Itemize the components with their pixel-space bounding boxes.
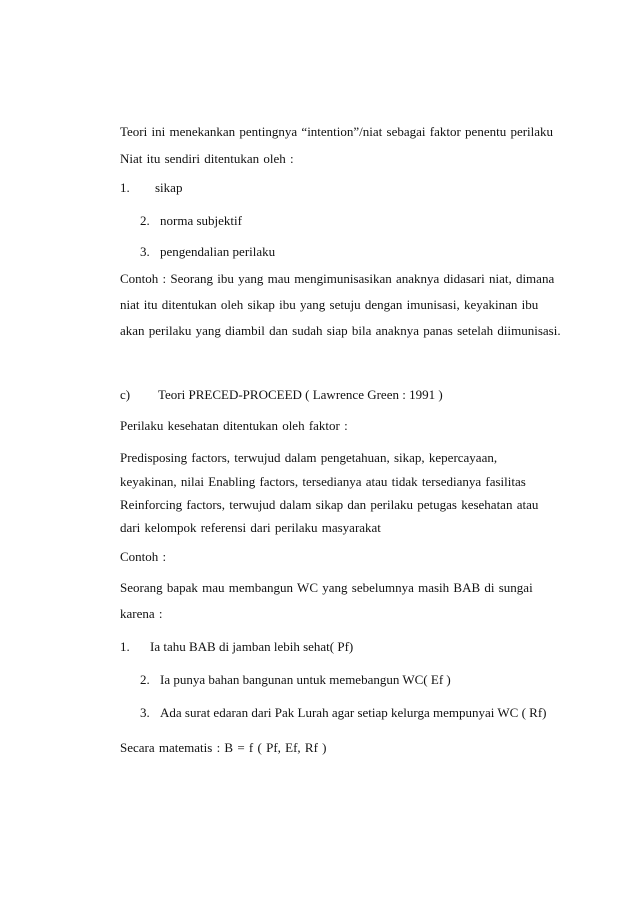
paragraph-line: Reinforcing factors, terwujud dalam sikap dan perilaku petugas kesehatan atau [120, 497, 539, 512]
paragraph-line: Contoh : Seorang ibu yang mau mengimunisasikan anaknya didasari niat, dimana [120, 271, 555, 286]
paragraph-line: keyakinan, nilai Enabling factors, tersedianya atau tidak tersedianya fasilitas [120, 474, 526, 489]
list-item-text: pengendalian perilaku [160, 244, 276, 259]
section-title: Teori PRECED-PROCEED ( Lawrence Green : 1991 ) [158, 387, 443, 402]
paragraph-line: dari kelompok referensi dari perilaku masyarakat [120, 520, 381, 535]
paragraph-line: karena : [120, 606, 163, 621]
list-item-text: norma subjektif [160, 213, 242, 228]
paragraph-line: Secara matematis : B = f ( Pf, Ef, Rf ) [120, 740, 327, 755]
list-item-text: Ia punya bahan bangunan untuk memebangun WC( Ef ) [160, 672, 451, 687]
list-number: 3. [140, 244, 150, 259]
paragraph-line: niat itu ditentukan oleh sikap ibu yang setuju dengan imunisasi, keyakinan ibu [120, 297, 539, 312]
paragraph-line: Contoh : [120, 549, 167, 564]
paragraph-line: Niat itu sendiri ditentukan oleh : [120, 151, 294, 166]
list-number: 1. [120, 180, 130, 195]
list-number: 3. [140, 705, 150, 720]
paragraph-line: Seorang bapak mau membangun WC yang sebelumnya masih BAB di sungai [120, 580, 533, 595]
list-number: 2. [140, 672, 150, 687]
list-number: 2. [140, 213, 150, 228]
list-item-text: Ia tahu BAB di jamban lebih sehat( Pf) [150, 639, 354, 654]
paragraph-line: Predisposing factors, terwujud dalam pengetahuan, sikap, kepercayaan, [120, 450, 498, 465]
list-item-text: sikap [155, 180, 183, 195]
paragraph-line: akan perilaku yang diambil dan sudah siap bila anaknya panas setelah diimunisasi. [120, 323, 561, 338]
section-marker: c) [120, 387, 131, 402]
paragraph-line: Teori ini menekankan pentingnya “intention”/niat sebagai faktor penentu perilaku [120, 124, 554, 139]
paragraph-line: Perilaku kesehatan ditentukan oleh faktor : [120, 418, 348, 433]
list-item-text: Ada surat edaran dari Pak Lurah agar setiap kelurga mempunyai WC ( Rf) [160, 705, 547, 720]
list-number: 1. [120, 639, 130, 654]
